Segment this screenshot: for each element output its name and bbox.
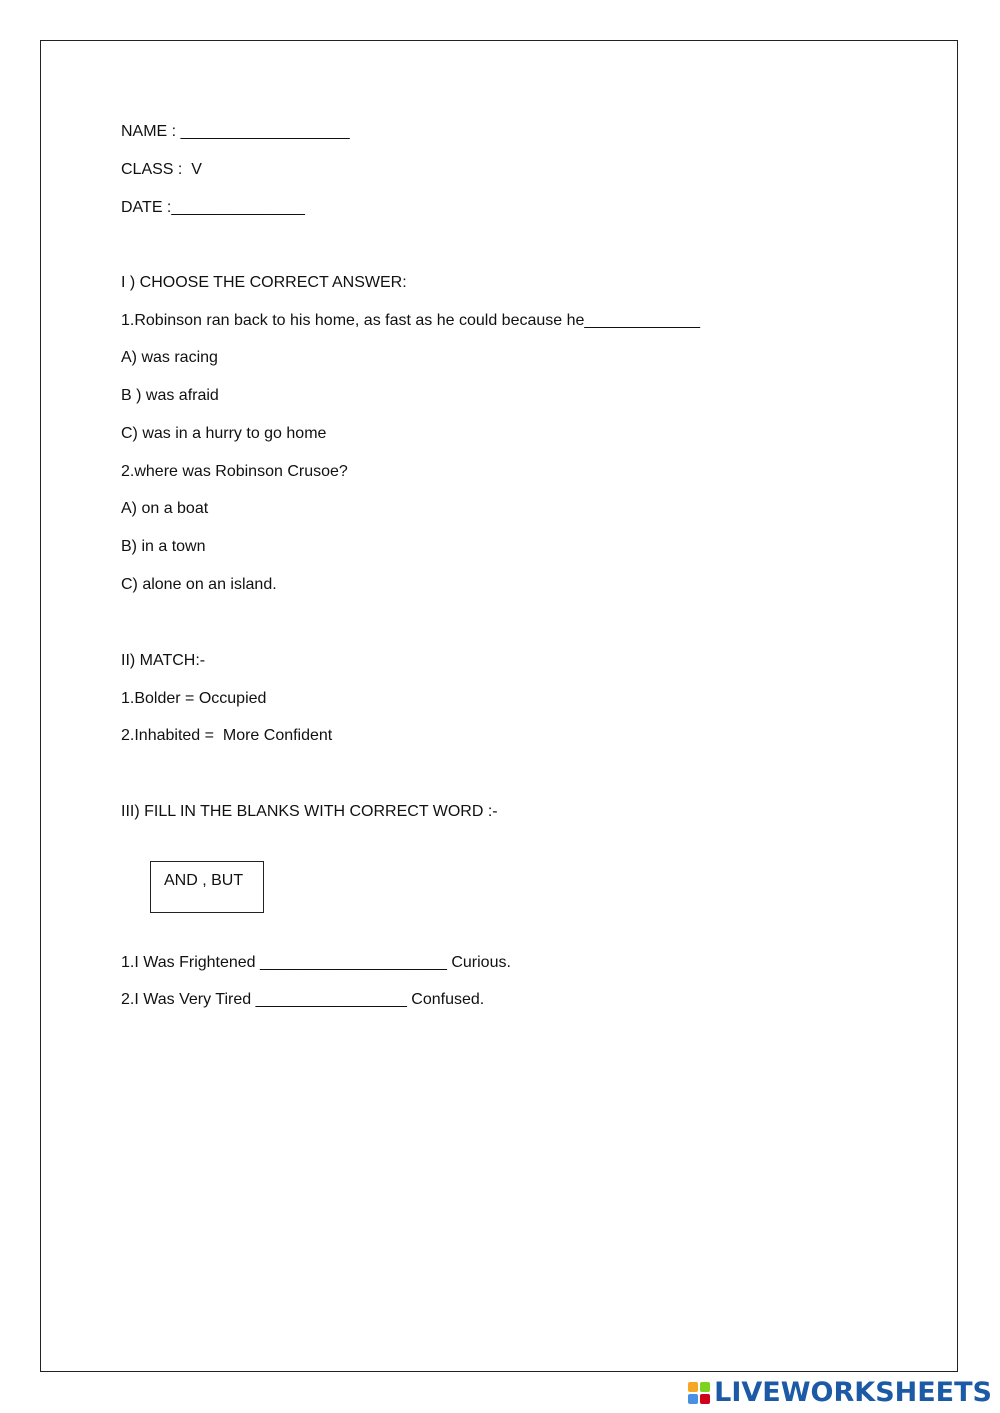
- fill-blank-2[interactable]: 2.I Was Very Tired _________________ Confused.: [121, 991, 485, 1008]
- date-field[interactable]: DATE :_______________: [121, 199, 305, 216]
- match-item-1[interactable]: 1.Bolder = Occupied: [121, 690, 267, 707]
- question-2: 2.where was Robinson Crusoe?: [121, 463, 348, 480]
- question-1-option-a[interactable]: A) was racing: [121, 349, 218, 366]
- question-2-option-c[interactable]: C) alone on an island.: [121, 576, 277, 593]
- name-field[interactable]: NAME : ___________________: [121, 123, 350, 140]
- liveworksheets-text: LIVEWORKSHEETS: [714, 1377, 992, 1408]
- fill-blank-1[interactable]: 1.I Was Frightened _____________________ Curious.: [121, 954, 511, 971]
- section-1-title: I ) CHOOSE THE CORRECT ANSWER:: [121, 274, 407, 291]
- section-3-title: III) FILL IN THE BLANKS WITH CORRECT WORD :-: [121, 803, 498, 820]
- word-box-text: AND , BUT: [164, 872, 244, 889]
- class-label: CLASS : V: [121, 161, 202, 178]
- question-1-option-b[interactable]: B ) was afraid: [121, 387, 219, 404]
- question-2-option-b[interactable]: B) in a town: [121, 538, 206, 555]
- word-box: [150, 861, 264, 913]
- match-item-2[interactable]: 2.Inhabited = More Confident: [121, 727, 333, 744]
- question-2-option-a[interactable]: A) on a boat: [121, 500, 209, 517]
- section-2-title: II) MATCH:-: [121, 652, 206, 669]
- liveworksheets-brand[interactable]: [688, 1378, 992, 1408]
- question-1: 1.Robinson ran back to his home, as fast as he could because he_____________: [121, 312, 701, 329]
- liveworksheets-logo-icon: [688, 1382, 710, 1404]
- question-1-option-c[interactable]: C) was in a hurry to go home: [121, 425, 327, 442]
